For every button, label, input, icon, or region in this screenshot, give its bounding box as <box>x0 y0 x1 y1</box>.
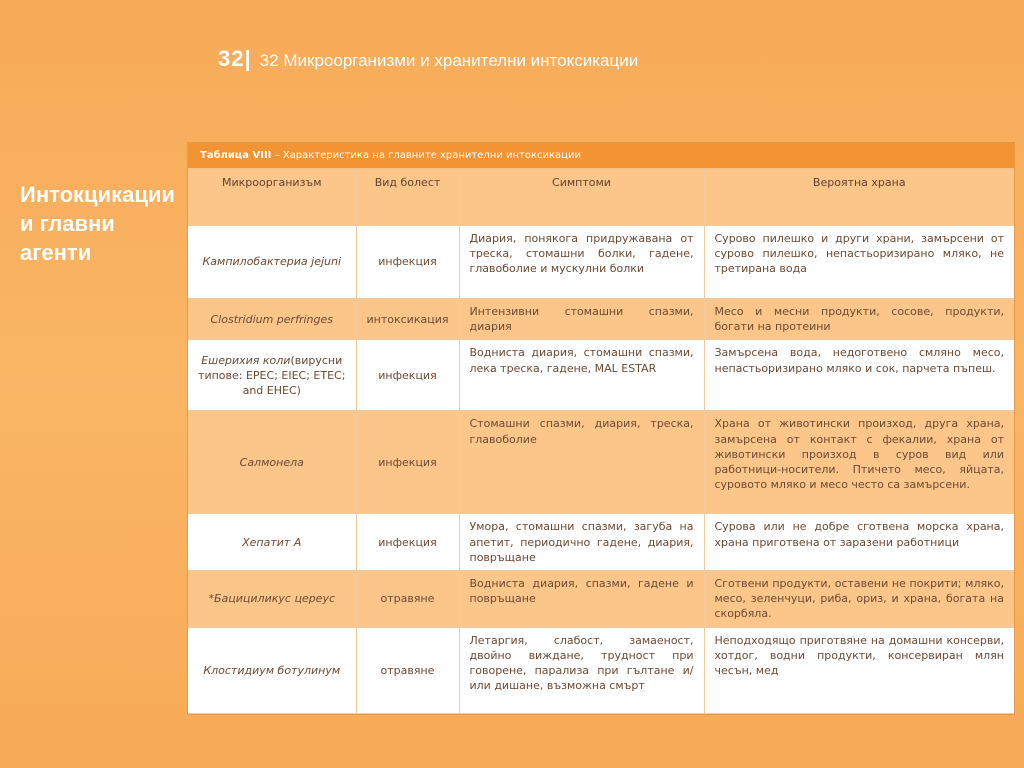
cell-disease: инфекция <box>356 411 459 514</box>
cell-symptoms: Диария, понякога придружавана от треска, стомашни болки, гадене, главоболие и мускулни болки <box>459 226 704 299</box>
column-header-organism: Микроорганизъм <box>188 169 356 226</box>
cell-symptoms: Стомашни спазми, диария, треска, главоболие <box>459 411 704 514</box>
cell-symptoms: Интензивни стомашни спазми, диария <box>459 299 704 340</box>
cell-organism <box>188 571 356 628</box>
table-row <box>188 226 1014 299</box>
data-table <box>188 169 1014 714</box>
table-caption-text: – Характеристика на главните хранителни интоксикации <box>271 150 581 161</box>
table-row <box>188 411 1014 514</box>
cell-organism <box>188 411 356 514</box>
organism-name: *Бацициликус цереус <box>208 592 335 606</box>
organism-name: Ешерихия коли <box>201 353 291 367</box>
cell-symptoms: Водниста диария, спазми, гадене и повръщане <box>459 571 704 628</box>
cell-organism <box>188 627 356 713</box>
cell-organism <box>188 514 356 571</box>
table-caption <box>188 143 1014 169</box>
column-header-disease: Вид болест <box>356 169 459 226</box>
cell-organism <box>188 299 356 340</box>
slide-number: 32 <box>218 46 245 71</box>
cell-organism <box>188 340 356 411</box>
cell-disease: инфекция <box>356 514 459 571</box>
table-header-row <box>188 169 1014 226</box>
table-row <box>188 340 1014 411</box>
table-row <box>188 627 1014 713</box>
table-row <box>188 299 1014 340</box>
cell-food: Замърсена вода, недоготвено смляно месо, непастьоризирано мляко и сок, парчета пъпеш. <box>704 340 1014 411</box>
organism-name: Хепатит А <box>242 535 302 549</box>
cell-food: Храна от животински произход, друга храна, замърсена от контакт с фекалии, храна от животински произход в суров вид или работници-носители. Птичето месо, яйцата, суровото мляко и месо често са замърсени. <box>704 411 1014 514</box>
cell-food: Неподходящо приготвяне на домашни консерви, хотдог, водни продукти, консервиран млян чесън, мед <box>704 627 1014 713</box>
column-header-symptoms: Симптоми <box>459 169 704 226</box>
organism-name: Салмонела <box>239 455 304 469</box>
section-title: Интокцикации и главни агенти <box>20 182 175 265</box>
cell-food: Сурова или не добре сготвена морска храна, храна приготвена от заразени работници <box>704 514 1014 571</box>
cell-food: Сготвени продукти, оставени не покрити; мляко, месо, зеленчуци, риба, ориз, и храна, богата на скорбяла. <box>704 571 1014 628</box>
organism-name: Клостидиум ботулинум <box>203 663 341 677</box>
column-header-food: Вероятна храна <box>704 169 1014 226</box>
cell-disease: инфекция <box>356 340 459 411</box>
cell-symptoms: Летаргия, слабост, замаеност, двойно виждане, трудност при говорене, парализа при гълтане и/или дишане, възможна смърт <box>459 627 704 713</box>
organism-name: Кампилобактериа jejuni <box>202 255 342 269</box>
cell-disease: интоксикация <box>356 299 459 340</box>
cell-organism <box>188 226 356 299</box>
cell-symptoms: Водниста диария, стомашни спазми, лека треска, гадене, MAL ESTAR <box>459 340 704 411</box>
table-row <box>188 514 1014 571</box>
slide-title: 32 Микроорганизми и хранителни интоксикации <box>259 51 639 70</box>
organism-note: (вирусни типове: EPEC; EIEC; ETEC; and EHEC) <box>198 353 346 397</box>
cell-disease: инфекция <box>356 226 459 299</box>
cell-disease: отравяне <box>356 627 459 713</box>
cell-food: Сурово пилешко и други храни, замърсени от сурово пилешко, непастьоризирано мляко, не третирана вода <box>704 226 1014 299</box>
intoxication-table <box>187 142 1015 715</box>
slide-header <box>218 46 638 72</box>
cell-symptoms: Умора, стомашни спазми, загуба на апетит, периодично гадене, диария, повръщане <box>459 514 704 571</box>
cell-disease: отравяне <box>356 571 459 628</box>
table-row <box>188 571 1014 628</box>
organism-name: Clostridium perfringes <box>210 312 333 326</box>
header-separator: | <box>244 46 251 71</box>
cell-food: Месо и месни продукти, сосове, продукти, богати на протеини <box>704 299 1014 340</box>
table-caption-label: Таблица VIII <box>200 150 272 161</box>
